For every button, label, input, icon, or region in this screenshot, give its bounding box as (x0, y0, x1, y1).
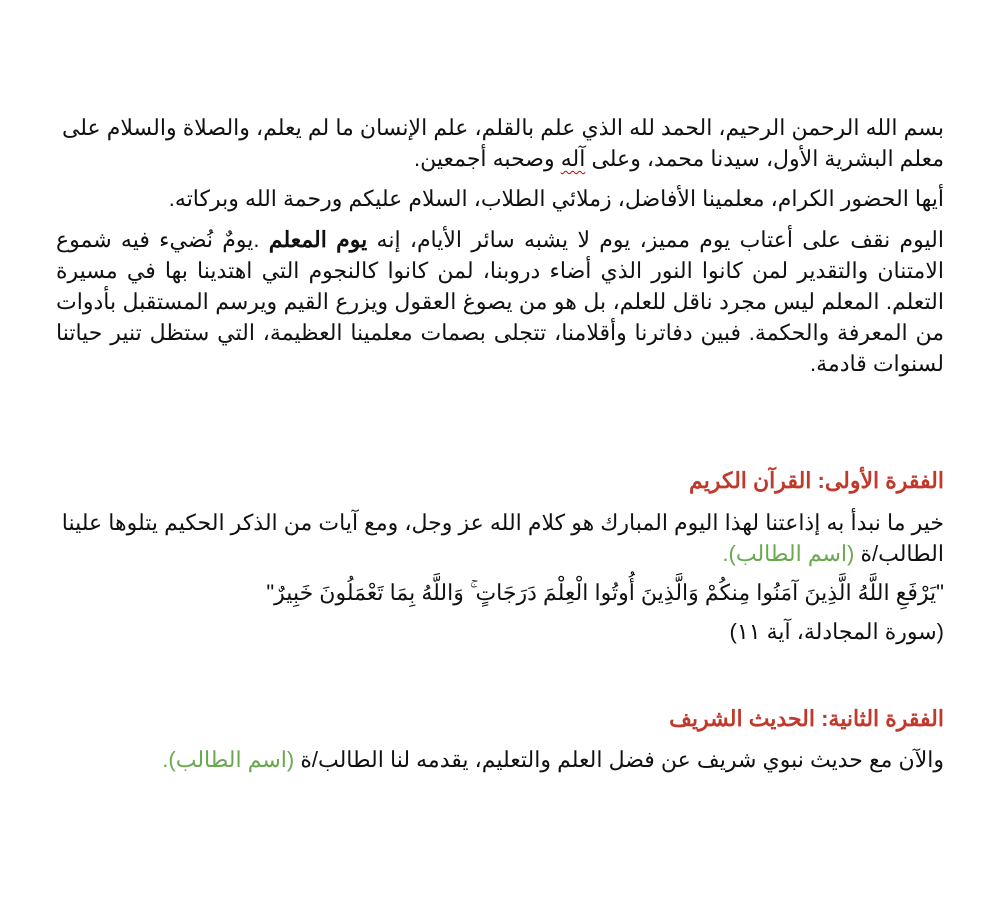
body-paragraph (56, 224, 944, 379)
document-body (56, 112, 944, 783)
placeholder-period: . (162, 747, 169, 772)
verse-reference: (سورة المجادلة، آية ١١) (729, 619, 944, 644)
section-heading-quran: الفقرة الأولى: القرآن الكريم (689, 468, 944, 493)
spellcheck-underlined-word[interactable]: آله (560, 146, 586, 171)
section-hadith (56, 703, 944, 775)
section-heading-hadith: الفقرة الثانية: الحديث الشريف (669, 706, 944, 731)
intro-paragraph (56, 112, 944, 174)
greeting-paragraph: أيها الحضور الكرام، معلمينا الأفاضل، زملائي الطلاب، السلام عليكم ورحمة الله وبركاته. (168, 186, 944, 211)
body-text-end: .يومٌ نُضيء فيه شموع الامتنان والتقدير لمن كانوا النور الذي أضاء دروبنا، لمن كانوا كالنجوم التي اهتدينا بها في مسيرة التعلم. المعلم ليس مجرد ناقل للعلم، بل هو من يصوغ العقول ويزرع القيم ويرسم المستقبل بأدوات من المعرفة والحكمة. فبين دفاترنا وأقلامنا، تتجلى بصمات معلمينا العظيمة، التي ستظل تنير حياتنا لسنوات قادمة. (56, 227, 944, 376)
bold-phrase: يوم المعلم (268, 227, 368, 252)
student-name-placeholder: (اسم الطالب) (728, 541, 855, 566)
placeholder-period: . (722, 541, 729, 566)
section-quran (56, 465, 944, 647)
student-name-placeholder: (اسم الطالب) (168, 747, 295, 772)
section-hadith-intro: والآن مع حديث نبوي شريف عن فضل العلم والتعليم، يقدمه لنا الطالب/ة (294, 747, 944, 772)
quran-verse: "يَرْفَعِ اللَّهُ الَّذِينَ آمَنُوا مِنكُمْ وَالَّذِينَ أُوتُوا الْعِلْمَ دَرَجَاتٍ ۚ وَاللَّهُ بِمَا تَعْمَلُونَ خَبِيرٌ" (266, 580, 944, 605)
section-quran-text (56, 507, 944, 569)
intro-text: بسم الله الرحمن الرحيم، الحمد لله الذي علم بالقلم، علم الإنسان ما لم يعلم، والصلاة والسلام على معلم البشرية الأول، سيدنا محمد، وعلى (61, 115, 944, 171)
section-quran-intro: خير ما نبدأ به إذاعتنا لهذا اليوم المبارك هو كلام الله عز وجل، ومع آيات من الذكر الحكيم يتلوها علينا الطالب/ة (61, 510, 944, 566)
intro-text-end: وصحبه أجمعين. (413, 146, 561, 171)
section-hadith-text (56, 744, 944, 775)
body-text: اليوم نقف على أعتاب يوم مميز، يوم لا يشبه سائر الأيام، إنه (367, 227, 945, 252)
